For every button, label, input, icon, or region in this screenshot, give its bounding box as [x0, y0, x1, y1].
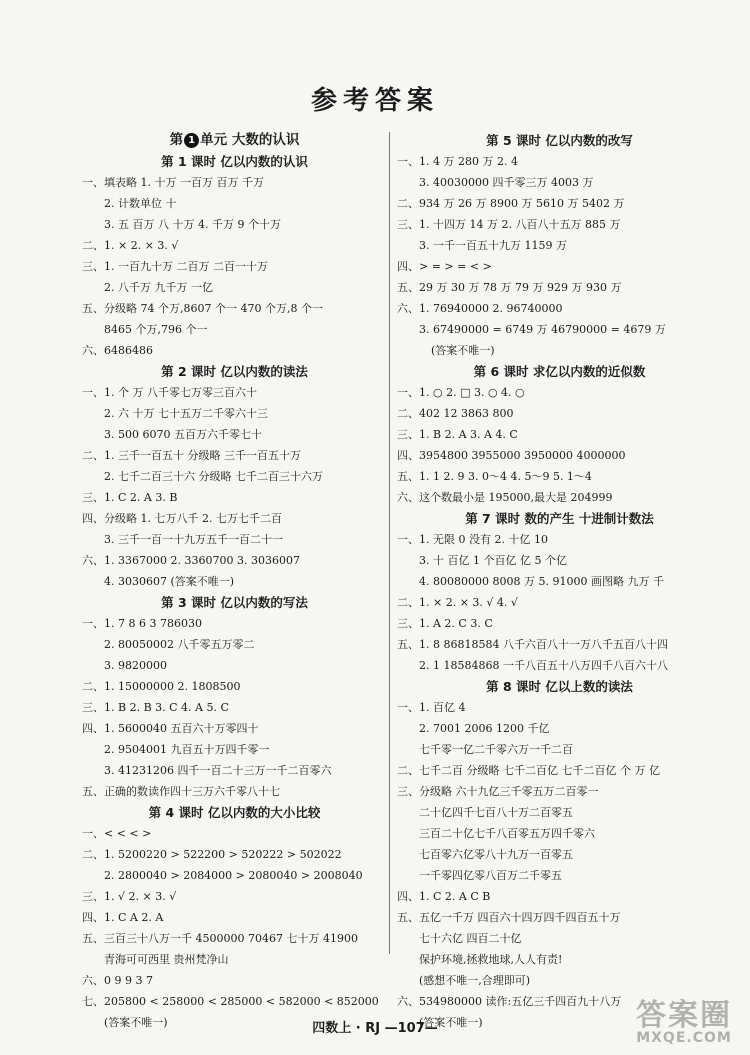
answer-line: 五、1. 8 86818584 八千六百八十一万八千五百八十四 [397, 638, 668, 651]
answer-line: 七千零一亿二千零六万一千二百 [419, 743, 573, 756]
page-footer: 四数上 · RJ —107— [312, 1021, 438, 1036]
unit-title: 单元 大数的认识 [200, 132, 300, 148]
answer-line: 一、1. 个 万 八千零七万零三百六十 [82, 386, 257, 399]
answer-line: 3. 500 6070 五百万六千零七十 [104, 428, 262, 441]
answer-line: 一千零四亿零八百万二千零五 [419, 869, 562, 882]
answer-line: (答案不唯一) [104, 1016, 168, 1029]
answer-line: 4. 3030607 (答案不唯一) [104, 575, 235, 588]
answer-line: 六、534980000 读作:五亿三千四百九十八万 [397, 995, 622, 1008]
answer-line: 2. 7001 2006 1200 千亿 [419, 722, 550, 735]
answer-line: 2. 八千万 九千万 一亿 [104, 281, 213, 294]
answer-line: 3. 41231206 四千一百二十三万一千二百零六 [104, 764, 332, 777]
lesson-heading: 第 5 课时 亿以内数的改写 [486, 133, 633, 148]
right-column [397, 130, 722, 1033]
answer-line: 五、三百三十八万一千 4500000 70467 七十万 41900 [82, 932, 358, 945]
watermark-domain: MXQE.COM [636, 1030, 732, 1046]
answer-line: 六、1. 3367000 2. 3360700 3. 3036007 [82, 554, 300, 567]
answer-line: 七十六亿 四百二十亿 [419, 932, 522, 945]
answer-line: 一、填表略 1. 十万 一百万 百万 千万 [82, 176, 264, 189]
lesson-heading: 第 7 课时 数的产生 十进制计数法 [465, 511, 654, 526]
answer-line: 一、1. 4 万 280 万 2. 4 [397, 155, 518, 168]
answer-line: 二、1. 三千一百五十 分级略 三千一百五十万 [82, 449, 301, 462]
answer-line: 2. 六 十万 七十五万二千零六十三 [104, 407, 268, 420]
answer-line: 四、1. 5600040 五百六十万零四十 [82, 722, 259, 735]
answer-line: 五、29 万 30 万 78 万 79 万 929 万 930 万 [397, 281, 622, 294]
answer-line: 3. 9820000 [104, 659, 167, 672]
answer-line: 8465 个万,796 个一 [104, 323, 208, 336]
answer-line: (答案不唯一) [431, 344, 495, 357]
answer-line: 五、正确的数读作四十三万六千零八十七 [82, 785, 280, 798]
answer-line: 四、> = > = < > [397, 260, 492, 273]
answer-line: (感想不唯一,合理即可) [419, 974, 531, 987]
answer-line: 二、402 12 3863 800 [397, 407, 514, 420]
answer-line: 七百零六亿零八十九万一百零五 [419, 848, 573, 861]
answer-line: 三、1. 十四万 14 万 2. 八百八十五万 885 万 [397, 218, 621, 231]
answer-line: 六、0 9 9 3 7 [82, 974, 153, 987]
watermark-logo: 答案圈 [636, 998, 732, 1033]
answer-line: 4. 80080000 8008 万 5. 91000 画图略 九万 千 [419, 575, 664, 588]
answer-line: 二、1. × 2. × 3. √ 4. √ [397, 596, 518, 609]
answer-line: 二、七千二百 分级略 七千二百亿 七千二百亿 个 万 亿 [397, 764, 660, 777]
lesson-heading: 第 4 课时 亿以内数的大小比较 [148, 805, 321, 820]
answer-line: 四、分级略 1. 七万八千 2. 七万七千二百 [82, 512, 282, 525]
unit-heading [82, 130, 387, 151]
lesson-heading: 第 3 课时 亿以内数的写法 [161, 595, 308, 610]
answer-line: 2. 1 18584868 一千八百五十八万四千八百六十八 [419, 659, 668, 672]
column-divider [389, 132, 390, 954]
answer-line: 2. 9504001 九百五十万四千零一 [104, 743, 270, 756]
answer-line: 2. 七千二百三十六 分级略 七千二百三十六万 [104, 470, 323, 483]
answer-line: 二、1. 5200220 > 522200 > 520222 > 502022 [82, 848, 342, 861]
answer-line: 二、934 万 26 万 8900 万 5610 万 5402 万 [397, 197, 625, 210]
answer-line: 四、1. C A 2. A [82, 911, 164, 924]
answer-line: 四、3954800 3955000 3950000 4000000 [397, 449, 626, 462]
answer-line: 五、五亿一千万 四百六十四万四千四百五十万 [397, 911, 621, 924]
answer-line: 三、1. C 2. A 3. B [82, 491, 178, 504]
answer-line: 3. 十 百亿 1 个百亿 亿 5 个亿 [419, 554, 567, 567]
answer-line: 七、205800 < 258000 < 285000 < 582000 < 852000 [82, 995, 379, 1008]
answer-line: 三、1. √ 2. × 3. √ [82, 890, 177, 903]
answer-line: 二、1. × 2. × 3. √ [82, 239, 179, 252]
answer-line: 一、1. 无限 0 没有 2. 十亿 10 [397, 533, 548, 546]
answer-line: 3. 40030000 四千零三万 4003 万 [419, 176, 594, 189]
answer-line: 保护环境,拯救地球,人人有责! [419, 953, 563, 966]
answer-line: 2. 80050002 八千零五万零二 [104, 638, 255, 651]
answer-line: 三百二十亿七千八百零五万四千零六 [419, 827, 595, 840]
unit-prefix: 第 [169, 132, 184, 148]
answer-line: 二十亿四千七百八十万二百零五 [419, 806, 573, 819]
answer-line: 三、1. A 2. C 3. C [397, 617, 493, 630]
unit-number-badge: 1 [184, 133, 199, 148]
answer-line: 三、1. 一百九十万 二百万 二百一十万 [82, 260, 268, 273]
lesson-heading: 第 8 课时 亿以上数的读法 [486, 679, 633, 694]
answer-line: 3. 一千一百五十九万 1159 万 [419, 239, 567, 252]
answer-line: 三、分级略 六十九亿三千零五万二百零一 [397, 785, 599, 798]
answer-line: 三、1. B 2. B 3. C 4. A 5. C [82, 701, 229, 714]
answer-line: 3. 三千一百一十九万五千一百二十一 [104, 533, 283, 546]
answer-line: 一、1. 7 8 6 3 786030 [82, 617, 202, 630]
page-title: 参考答案 [310, 86, 439, 116]
answer-line: 三、1. B 2. A 3. A 4. C [397, 428, 518, 441]
answer-line: 二、1. 15000000 2. 1808500 [82, 680, 241, 693]
lesson-heading: 第 6 课时 求亿以内数的近似数 [473, 364, 646, 379]
answer-line: 2. 计数单位 十 [104, 197, 177, 210]
answer-line: 一、< < < > [82, 827, 152, 840]
answer-line: (答案不唯一) [419, 1016, 483, 1029]
answer-line: 五、1. 1 2. 9 3. 0～4 4. 5～9 5. 1～4 [397, 470, 592, 483]
answer-line: 六、这个数最小是 195000,最大是 204999 [397, 491, 613, 504]
answer-line: 五、分级略 74 个万,8607 个一 470 个万,8 个一 [82, 302, 323, 315]
lesson-heading: 第 1 课时 亿以内数的认识 [161, 154, 308, 169]
left-column [82, 130, 387, 1033]
answer-line: 四、1. C 2. A C B [397, 890, 491, 903]
watermark [636, 990, 732, 1046]
answer-line: 六、1. 76940000 2. 96740000 [397, 302, 563, 315]
answer-line: 六、6486486 [82, 344, 153, 357]
answer-line: 3. 五 百万 八 十万 4. 千万 9 个十万 [104, 218, 281, 231]
lesson-heading: 第 2 课时 亿以内数的读法 [161, 364, 308, 379]
answer-line: 一、1. 百亿 4 [397, 701, 466, 714]
answer-line: 一、1. ○ 2. □ 3. ○ 4. ○ [397, 386, 525, 399]
answer-line: 2. 2800040 > 2084000 > 2080040 > 2008040 [104, 869, 363, 882]
answer-line: 青海可可西里 贵州梵净山 [104, 953, 229, 966]
answer-line: 3. 67490000 = 6749 万 46790000 = 4679 万 [419, 323, 666, 336]
